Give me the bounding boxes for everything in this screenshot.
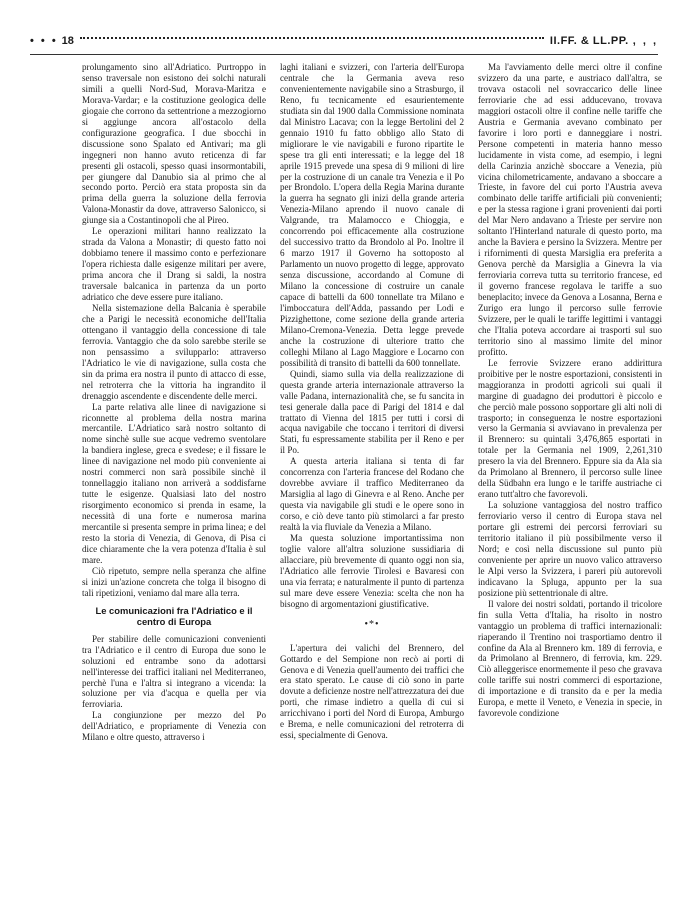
paragraph: Ma questa soluzione importantissima non toglie valore all'altra soluzione sussidiaria di allacciare, più brevemente di quanto oggi non sia, l'Adriatico alle ferrovie Tirolesi e Bavaresi con una via ferrata; e naturalmente il punto di partenza sul mare deve essere Venezia: scelta che non ha bisogno di argomentazioni giustificative. — [280, 532, 464, 609]
paragraph: laghi italiani e svizzeri, con l'arteria dell'Europa centrale che la Germania aveva reso convenientemente navigabile sino a Strasburgo, il Reno, fu tecnicamente ed esaurientemente studiata sin dal 1900 dalla Commissione nominata dal Ministro Lacava; con la legge Bertolini del 2 gennaio 1910 fu fatto obbligo allo Stato di migliorare le vie navigabili e furono ripartite le spese tra gli enti interessati; e la legge del 18 aprile 1915 prevede una spesa di 9 milioni di lire per la costruzione di un canale tra Venezia e il Po per Brondolo. L'opera della Regia Marina durante la guerra ha segnato gli inizi della grande arteria Venezia-Milano aprendo il nuovo canale di Valgrande, tra Malamocco e Chioggia, e concorrendo poi efficacemente alla costruzione del successivo tratto da Brondolo al Po. Inoltre il 6 marzo 1917 il Governo ha sottoposto al Parlamento un nuovo progetto di legge, approvato senza discussione, accordando al Comune di Milano la concessione di costruire un canale capace di battelli da 600 tonnellate tra Milano e l'imboccatura dell'Adda, passando per Lodi e Pizzighettone, come sezione della grande arteria Milano-Cremona-Venezia. Detta legge prevede anche la costruzione di ulteriore tratto che colleghi Milano al Lago Maggiore e Locarno con possibilità di transito di battelli da 600 tonnellate. — [280, 62, 464, 368]
column-3 — [478, 62, 662, 897]
header-dotted-leader — [80, 37, 544, 39]
paragraph: Le ferrovie Svizzere erano addirittura proibitive per le nostre esportazioni, consistenti in maggioranza in prodotti agricoli sui quali il margine di guadagno dei produttori è piccolo e che perciò male possono sopportare gli alti noli di trasporto; in conseguenza le nostre esportazioni verso la Germania si avviavano in prevalenza per il Brennero: su quintali 3,476,865 esportati in totale per la Germania nel 1909, 2,261,310 presero la via del Brennero. Eppure sia da Ala sia da Primolano al Brennero, il percorso sulle linee della Südbahn era lungo e le tariffe austriache ci erano tutt'altro che favorevoli. — [478, 357, 662, 500]
paragraph: Le operazioni militari hanno realizzato la strada da Valona a Monastir; di questo fatto noi dobbiamo tenere il massimo conto e perfezionare l'opera richiesta dalle esigenze militari per avere, prima ancora che il Drang si saldi, la nostra traversale balcanica in partenza da un porto adriatico che deve essere pure italiano. — [82, 226, 266, 303]
paragraph: La congiunzione per mezzo del Po dell'Adriatico, e propriamente di Venezia con Milano e oltre questo, attraverso i — [82, 710, 266, 743]
paragraph: La soluzione vantaggiosa del nostro traffico ferroviario verso il centro di Europa stava nel portare gli estremi dei percorsi ferroviari su territorio italiano il più possibilmente verso il Nord; e così nella discussione sul punto più conveniente per aprire un nuovo valico attraverso le Alpi verso la Svizzera, i pareri più autorevoli indicavano la Spluga, appunto per la sua posizione più settentrionale di altre. — [478, 500, 662, 598]
running-header — [30, 30, 658, 52]
paragraph: Ciò ripetuto, sempre nella speranza che alfine si inizi un'azione concreta che tolga il bisogno di tali ripetizioni, veniamo dal mare alla terra. — [82, 565, 266, 598]
column-1 — [82, 62, 266, 897]
paragraph: Ma l'avviamento delle merci oltre il confine svizzero da una parte, e austriaco dall'altra, se trovava ostacoli nel sovraccarico delle linee ferroviarie che ad essi adducevano, trovava maggiori ostacoli oltre il confine nelle tariffe che Austria e Germania avevano combinato per favorire i loro porti e danneggiare i nostri. Persone competenti in materia hanno messo lucidamente in vista come, ad esempio, i legni della Carinzia anzichè sboccare a Venezia, più vicina chilometricamente, andavano a sboccare a Trieste, in favore del cui porto l'Austria aveva combinato delle tariffe artificiali più convenienti; e per la stessa ragione i grani provenienti dai porti del Mar Nero andavano a Trieste per servire non soltanto l'Hinterland naturale di questo porto, ma anche la Baviera e persino la Svizzera. Mentre per i rifornimenti di questa Marsiglia era preferita a Genova perchè da Marsiglia a Ginevra la via ferroviaria correva tutta su territorio francese, ed il governo francese regolava le tariffe a suo beneplacito; invece da Genova a Losanna, Berna e Zurigo era lungo il percorso sulle ferrovie Svizzere, per le quali le tariffe legittimi i vantaggi che l'Italia poteva accordare ai trasporti sul suo territorio sino al massimo limite del minor profitto. — [478, 62, 662, 357]
header-trailing-marks: , , , — [632, 35, 658, 47]
text-columns — [82, 62, 664, 897]
paragraph: Per stabilire delle comunicazioni convenienti tra l'Adriatico e il centro di Europa due sono le soluzioni ed entrambe sono da adottarsi nell'interesse dei traffici italiani nel Mediterraneo, perchè l'una e l'altra si integrano a vicenda: la soluzione per via d'acqua e quella per via ferroviaria. — [82, 633, 266, 710]
paragraph: prolungamento sino all'Adriatico. Purtroppo in senso traversale non esistono dei solchi naturali simili a quelli Nord-Sud, Morava-Maritza e Morava-Vardar; e la costituzione geologica delle giogaie che corrono da settentrione a mezzogiorno si aggiunge ancora all'ostacolo della configurazione geografica. I due sbocchi in discussione sono Spalato ed Antivari; ma gli ingegneri non hanno avuto reticenza di far presenti gli ostacoli, spesso quasi insormontabili, per giungere dal Danubio sia al primo che al secondo porto. Perciò era stata proposta sin da prima della guerra la soluzione della ferrovia Valona-Monastir da dove, attraverso Salonicco, si giunge sia a Costantinopoli che al Pireo. — [82, 62, 266, 226]
section-heading: Le comunicazioni fra l'Adriatico e il centro di Europa — [95, 604, 253, 627]
paragraph: Il valore dei nostri soldati, portando il tricolore fin sulla Vetta d'Italia, ha risolto in nostro vantaggio un problema di traffici internazionali: riaperando il Trentino noi trasportiamo dentro il confine da Ala al Brennero km. 189 di ferrovia, e da Primolano al Brennero, di ferrovia, km. 229. Ciò alleggerisce enormemente il peso che gravava colle tariffe sui nostri commerci di esportazione, di importazione e di transito da e per la media Europa, e mette il Veneto, e Venezia in specie, in favorevole condizione — [478, 598, 662, 719]
page-number: 18 — [61, 35, 74, 47]
publication-title: II.FF. & LL.PP. — [549, 35, 629, 47]
header-rule — [30, 54, 658, 55]
header-leading-dots: • • • — [30, 35, 58, 47]
paragraph: Quindi, siamo sulla via della realizzazione di questa grande arteria internazionale attraverso la valle Padana, internazionalità che, se fu sancita in tesi generale dalla pace di Parigi del 1814 e dal trattato di Vienna del 1815 per tutti i corsi di acqua navigabile che toccano i territori di diversi Stati, fu espressamente stabilita per il Reno e per il Po. — [280, 368, 464, 456]
paragraph: L'apertura dei valichi del Brennero, del Gottardo e del Sempione non recò ai porti di Genova e di Venezia quell'aumento dei traffici che era stato sperato. Le cause di ciò sono in parte dovute a deficienze nostre nell'attrezzatura dei due porti, che rimase indietro a quella di cui si arricchivano i porti del Nord di Europa, Amburgo e Brema, e nelle comunicazioni del retroterra di essi, specialmente di Genova. — [280, 642, 464, 741]
paragraph: Nella sistemazione della Balcania è sperabile che a Parigi le necessità economiche dell'Italia ottengano il vantaggio della concessione di tale ferrovia. Vantaggio che da solo sarebbe sterile se non pensassimo a svilupparlo: attraverso l'Adriatico le vie di navigazione, sulla costa che sin da prima era nostra il punto di attacco di esse, nel retroterra che la vittoria ha ingrandito il drenaggio ascendente e discendente delle merci. — [82, 302, 266, 401]
column-2 — [280, 62, 464, 897]
paragraph: La parte relativa alle linee di navigazione si riconnette al problema della nostra marina mercantile. L'Adriatico sarà nostro soltanto di nome sinchè sulle sue acque vedremo sventolare la bandiera inglese, greca e svedese; e il fissare le linee di navigazione nel modo più conveniente ai nostri commerci non sarà possibile sinchè il tonnellaggio italiano non arriverà a soddisfarne tutte le esigenze. Qualsiasi lato del nostro risorgimento economico si prenda in esame, la necessità di una forte e numerosa marina mercantile si presenta sempre in prima linea; e del resto la storia di Venezia, di Genova, di Pisa ci dice chiaramente che la vera potenza d'Italia è sul mare. — [82, 401, 266, 565]
section-separator: •*• — [364, 618, 380, 630]
paragraph: A questa arteria italiana si tenta di far concorrenza con l'arteria francese del Rodano che dovrebbe avviare il traffico Mediterraneo da Marsiglia al lago di Ginevra e al Reno. Anche per questa via navigabile gli studi e le opere sono in corso, e ciò deve tanto più stimolarci a far presto realtà la via fluviale da Venezia a Milano. — [280, 456, 464, 533]
